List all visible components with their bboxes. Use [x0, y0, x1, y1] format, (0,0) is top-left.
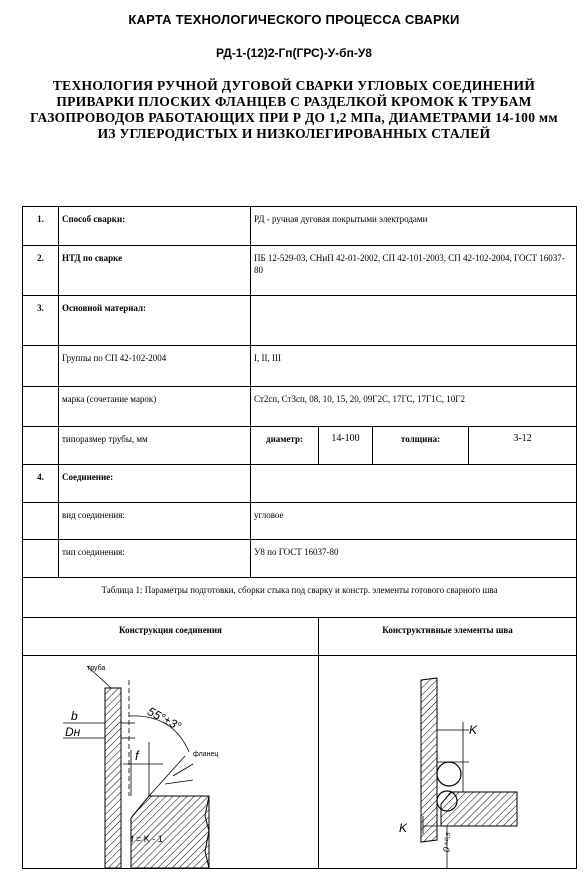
process-code: РД-1-(12)2-Гп(ГРС)-У-бп-У8 — [216, 46, 372, 60]
row-number — [23, 387, 59, 427]
row-number — [23, 540, 59, 578]
row-ntd — [23, 246, 577, 296]
gap-label: 0⁺⁰·⁵ — [441, 831, 455, 854]
row-joint-type — [23, 540, 577, 578]
table1-caption: Таблица 1: Параметры подготовки, сборки стыка под сварку и констр. элементы готового сварного шва — [23, 578, 577, 618]
row-number: 3. — [23, 296, 59, 346]
row-number: 2. — [23, 246, 59, 296]
f-formula: f = K - 1 — [131, 834, 163, 844]
row-value: РД - ручная дуговая покрытыми электродами — [251, 207, 577, 246]
row-value: I, II, III — [251, 346, 577, 387]
row-number: 4. — [23, 465, 59, 503]
row-joint — [23, 465, 577, 503]
row-label: тип соединения: — [59, 540, 251, 578]
table1-header-row — [23, 618, 577, 656]
row-label: Группы по СП 42-102-2004 — [59, 346, 251, 387]
weld-elements-drawing-cell — [319, 656, 577, 869]
diameter-label: диаметр: — [251, 427, 319, 465]
pipe-label: труба — [87, 665, 106, 672]
col-header-construction: Конструкция соединения — [23, 618, 319, 656]
weld-elements-drawing — [319, 656, 588, 868]
b-label: b — [71, 709, 78, 723]
subtitle-line: ТЕХНОЛОГИЯ РУЧНОЙ ДУГОВОЙ СВАРКИ УГЛОВЫХ СОЕДИНЕНИЙ — [52, 78, 536, 93]
row-pipe-size — [23, 427, 577, 465]
row-value: угловое — [251, 503, 577, 540]
subtitle-line: ПРИВАРКИ ПЛОСКИХ ФЛАНЦЕВ С РАЗДЕЛКОЙ КРОМОК К ТРУБАМ — [56, 94, 532, 109]
row-value — [251, 465, 577, 503]
card-title: КАРТА ТЕХНОЛОГИЧЕСКОГО ПРОЦЕССА СВАРКИ — [128, 12, 460, 27]
flange-label: фланец — [193, 751, 219, 758]
row-value: Ст2сп, Ст3сп, 08, 10, 15, 20, 09Г2С, 17ГС, 17Г1С, 10Г2 — [251, 387, 577, 427]
row-label: Соединение: — [59, 465, 251, 503]
row-label: типоразмер трубы, мм — [59, 427, 251, 465]
f-label: f — [135, 748, 139, 763]
row-label: НТД по сварке — [59, 246, 251, 296]
pipe-wall — [105, 688, 121, 868]
technology-subtitle — [10, 78, 578, 142]
subtitle-line: ГАЗОПРОВОДОВ РАБОТАЮЩИХ ПРИ Р ДО 1,2 МПа, ДИАМЕТРАМИ 14-100 мм — [30, 110, 558, 125]
k-bottom-label: K — [399, 821, 408, 835]
row-grade — [23, 387, 577, 427]
row-value: ПБ 12-529-03, СНиП 42-01-2002, СП 42-101-2003, СП 42-102-2004, ГОСТ 16037-80 — [251, 246, 577, 296]
table1-caption-row — [23, 578, 577, 618]
row-number: 1. — [23, 207, 59, 246]
row-value — [251, 296, 577, 346]
row-label: марка (сочетание марок) — [59, 387, 251, 427]
process-table — [22, 206, 577, 869]
drawings-row — [23, 656, 577, 869]
row-label: вид соединения: — [59, 503, 251, 540]
row-number — [23, 346, 59, 387]
k-top-label: K — [469, 723, 478, 737]
row-groups — [23, 346, 577, 387]
joint-construction-drawing-cell — [23, 656, 319, 869]
dn-label: Dн — [65, 725, 81, 739]
row-value: У8 по ГОСТ 16037-80 — [251, 540, 577, 578]
row-base-material — [23, 296, 577, 346]
row-joint-kind — [23, 503, 577, 540]
thickness-value: 3-12 — [469, 427, 577, 465]
row-number — [23, 427, 59, 465]
col-header-weld-elements: Конструктивные элементы шва — [319, 618, 577, 656]
subtitle-line: ИЗ УГЛЕРОДИСТЫХ И НИЗКОЛЕГИРОВАННЫХ СТАЛЕЙ — [97, 126, 491, 141]
thickness-label: толщина: — [373, 427, 469, 465]
row-label: Основной материал: — [59, 296, 251, 346]
row-welding-method — [23, 207, 577, 246]
diameter-value: 14-100 — [319, 427, 373, 465]
joint-construction-drawing — [23, 656, 285, 868]
row-label: Способ сварки: — [59, 207, 251, 246]
angle-label: 55°±3° — [145, 704, 184, 734]
flange-body — [131, 796, 209, 868]
row-number — [23, 503, 59, 540]
